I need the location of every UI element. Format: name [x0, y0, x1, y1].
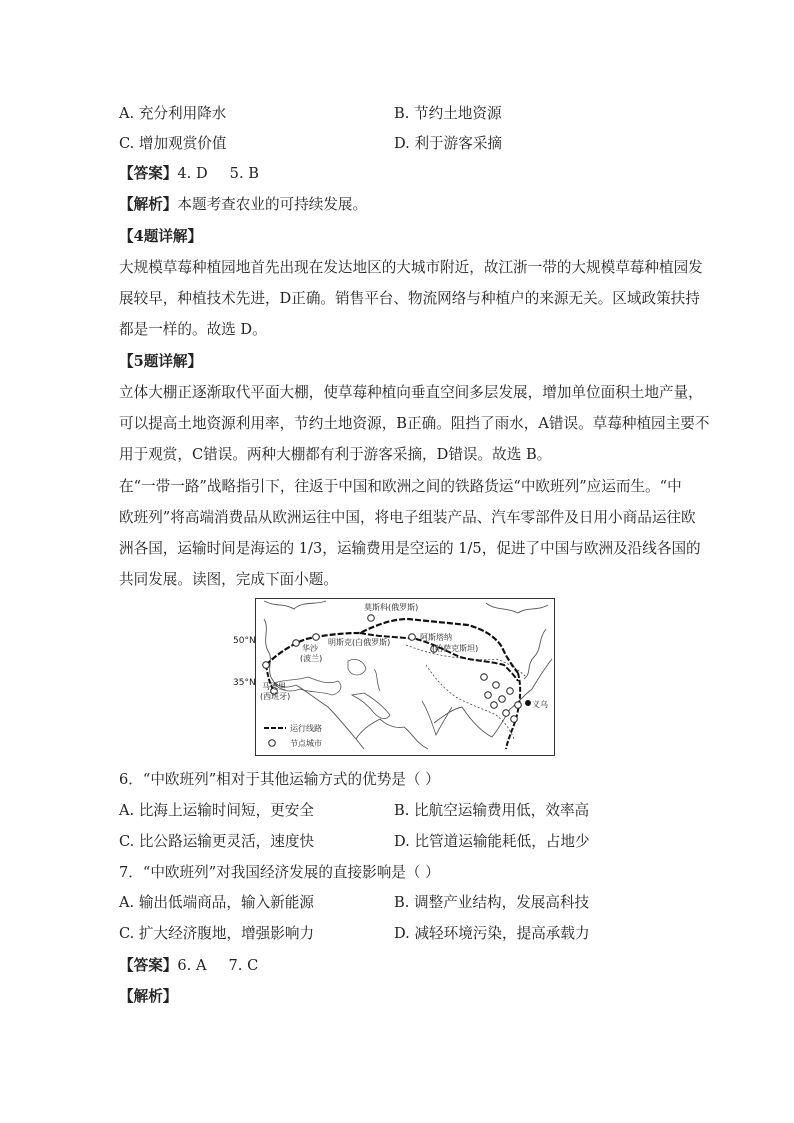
answer-6: 6. A: [177, 957, 207, 974]
detail-5-line: 用于观赏，C错误。两种大棚都有利于游客采摘，D错误。故选 B。: [119, 446, 552, 463]
node-city: [511, 716, 518, 723]
detail-4-line: 大规模草莓种植园地首先出现在发达地区的大城市附近，故江浙一带的大规模草莓种植园发: [119, 259, 703, 276]
material-line: 在“一带一路”战略指引下，往返于中国和欧洲之间的铁路货运“中欧班列”应运而生。“中: [119, 478, 682, 495]
q5-option-a: A. 充分利用降水: [119, 105, 227, 122]
q7-option-d: D. 减轻环境污染，提高承载力: [394, 925, 590, 942]
answer-67: [119, 956, 679, 976]
answer-5: 5. B: [229, 165, 259, 182]
analysis-text: 本题考查农业的可持续发展。: [177, 196, 368, 213]
detail-4-heading: 【4题详解】: [119, 228, 203, 245]
material-line: 欧班列”将高端消费品从欧洲运往中国，将电子组装产品、汽车零部件及日用小商品运往欧: [119, 509, 696, 526]
node-city: [493, 682, 500, 689]
node-city: [491, 702, 498, 709]
sea-outline: [374, 669, 380, 691]
node-city: [263, 662, 270, 669]
sea-outline: [348, 659, 366, 675]
q6-option-b: B. 比航空运输费用低，效率高: [394, 802, 590, 819]
lat-50-outer-label: 50°N: [233, 636, 256, 646]
china-europe-railway-map: [255, 598, 555, 756]
node-city: [485, 692, 492, 699]
peninsula-outline: [422, 701, 452, 735]
node-city: [503, 710, 510, 717]
madrid-label: 马德里: [262, 682, 286, 691]
node-city: [293, 640, 300, 647]
warsaw-label: 华沙: [302, 644, 318, 653]
q6-option-a: A. 比海上运输时间短，更安全: [119, 802, 314, 819]
detail-5-heading: 【5题详解】: [119, 353, 203, 370]
map-drawing: [256, 599, 555, 756]
q5-option-d: D. 利于游客采摘: [394, 135, 503, 152]
q7-option-b: B. 调整产业结构，发展高科技: [394, 894, 590, 911]
detail-5-line: 可以提高土地资源利用率，节约土地资源，B正确。阻挡了雨水，A错误。草莓种植园主要不: [119, 415, 710, 432]
answer-label: 【答案】: [119, 957, 178, 974]
node-city: [409, 634, 416, 641]
peninsula-outline: [352, 693, 390, 719]
material-line: 共同发展。读图，完成下面小题。: [119, 571, 338, 588]
q7-stem: 7．“中欧班列”对我国经济发展的直接影响是（ ）: [119, 864, 440, 881]
q6-stem: 6．“中欧班列”相对于其他运输方式的优势是（ ）: [119, 771, 440, 788]
legend-city-label: 节点城市: [290, 739, 322, 748]
astana-label: 阿斯塔纳: [420, 633, 452, 642]
node-city: [313, 634, 320, 641]
analysis-label: 【解析】: [119, 196, 178, 213]
coastline: [264, 601, 548, 679]
node-city: [507, 688, 514, 695]
q7-option-c: C. 扩大经济腹地，增强影响力: [119, 925, 315, 942]
analysis-45: [119, 195, 679, 215]
node-city: [515, 702, 522, 709]
q5-option-b: B. 节约土地资源: [394, 105, 502, 122]
yiwu-dot: [525, 700, 531, 706]
detail-5-line: 立体大棚正逐渐取代平面大棚，使草莓种植向垂直空间多层发展，增加单位面积土地产量，: [119, 384, 703, 401]
q7-option-a: A. 输出低端商品，输入新能源: [119, 894, 314, 911]
legend-city-symbol: [269, 740, 276, 747]
detail-4-line: 展较早，种植技术先进，D正确。销售平台、物流网络与种植户的来源无关。区域政策扶持: [119, 290, 700, 307]
lat-35-outer-label: 35°N: [233, 678, 256, 688]
detail-4-line: 都是一样的。故选 D。: [119, 321, 267, 338]
yiwu-label: 义乌: [532, 700, 548, 709]
minsk-label: 明斯克(白俄罗斯): [328, 638, 391, 647]
poland-label: (波兰): [300, 654, 323, 663]
answer-label: 【答案】: [119, 165, 178, 182]
node-city: [368, 615, 375, 622]
answer-45: [119, 164, 679, 184]
answer-4: 4. D: [177, 165, 208, 182]
q6-option-c: C. 比公路运输更灵活，速度快: [119, 833, 315, 850]
kazakhstan-label: (哈萨克斯坦): [432, 644, 479, 653]
node-city: [499, 696, 506, 703]
analysis-67-label: 【解析】: [119, 988, 178, 1005]
node-city: [481, 674, 488, 681]
legend-route-label: 运行线路: [290, 724, 322, 733]
q6-option-d: D. 比管道运输能耗低，占地少: [394, 833, 590, 850]
q5-option-c: C. 增加观赏价值: [119, 135, 227, 152]
moscow-label: 莫斯科(俄罗斯): [364, 603, 419, 612]
spain-label: (西班牙): [260, 692, 291, 701]
answer-7: 7. C: [228, 957, 259, 974]
material-line: 洲各国，运输时间是海运的 1/3，运输费用是空运的 1/5，促进了中国与欧洲及沿线各国的: [119, 540, 701, 557]
